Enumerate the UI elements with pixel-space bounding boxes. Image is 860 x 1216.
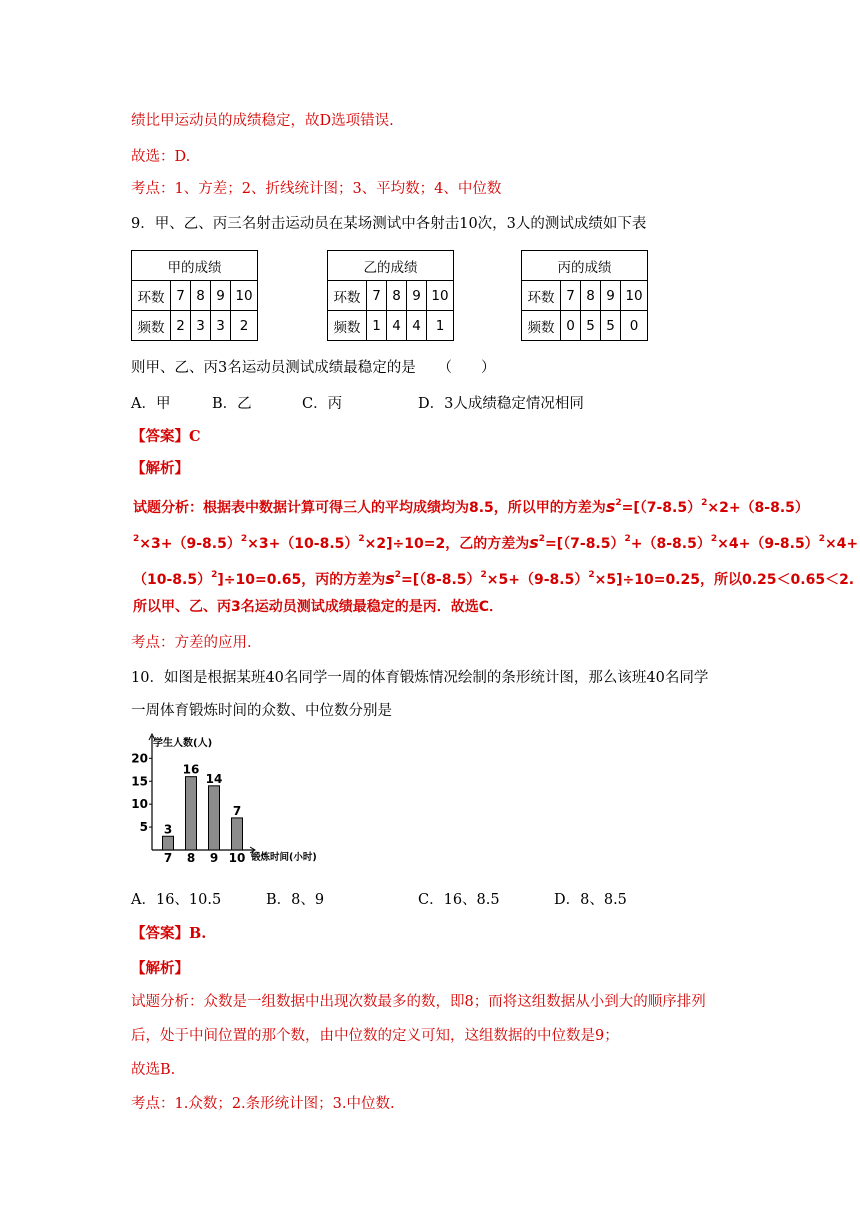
- text: 试题分析：根据表中数据计算可得三人的平均成绩均为8.5，所以甲的方差为: [133, 500, 606, 516]
- cell: 8: [581, 281, 601, 311]
- x-axis-label: 锻炼时间(小时): [251, 852, 317, 863]
- cell: 3: [211, 311, 231, 341]
- option-c: C．16、8.5: [418, 892, 500, 908]
- answer-label: 【答案】C: [131, 428, 201, 445]
- text: 出现次数最多的数，即8；而将这组数据从小到大的顺序排列: [319, 994, 706, 1010]
- cell: 7: [367, 281, 387, 311]
- cell: 3: [191, 311, 211, 341]
- score-table-jia: [131, 250, 258, 341]
- cell: 9: [407, 281, 427, 311]
- superscript: 2: [624, 534, 631, 544]
- text-line: 故选：D.: [131, 149, 191, 165]
- exam-point: 考点：方差的应用.: [131, 635, 252, 651]
- question-10: 一周体育锻炼时间的众数、中位数分别是: [131, 703, 392, 719]
- row-label: 频数: [132, 311, 171, 341]
- data-label: 7: [232, 803, 242, 818]
- cell: 1: [367, 311, 387, 341]
- y-tick-label: 5: [139, 820, 148, 835]
- cell: 0: [621, 311, 648, 341]
- superscript: 2: [211, 570, 218, 580]
- text: =[（8-8.5）: [401, 572, 481, 588]
- superscript: 2: [394, 570, 402, 580]
- cell: 10: [621, 281, 648, 311]
- cell: 7: [561, 281, 581, 311]
- text: ×3+（9-8.5）: [139, 536, 241, 552]
- explanation-line: 所以甲、乙、丙3名运动员测试成绩最稳定的是丙．故选C．: [133, 599, 504, 615]
- y-tick-label: 10: [131, 797, 148, 812]
- superscript: 2: [615, 498, 622, 508]
- option-b: B．8、9: [266, 892, 325, 908]
- explanation-line: [133, 494, 809, 517]
- answer-label: 【答案】B.: [131, 925, 207, 942]
- text: 试题分析：众数是一组数据中: [131, 994, 320, 1010]
- bar: [186, 777, 197, 850]
- row-label: 频数: [522, 311, 561, 341]
- cell: 2: [231, 311, 258, 341]
- x-tick-label: 8: [186, 851, 196, 865]
- math-s: s: [529, 533, 539, 552]
- option-d: D．8、8.5: [554, 892, 627, 908]
- text-line: 绩比甲运动员的成绩稳定，故D选项错误.: [131, 113, 394, 129]
- text: +（8-8.5）: [630, 536, 711, 552]
- y-tick-label: 15: [131, 774, 148, 789]
- text-line: 考点：1、方差；2、折线统计图；3、平均数；4、中位数: [131, 181, 502, 197]
- explanation-line: [131, 993, 706, 1011]
- question-9-ask: 则甲、乙、丙3名运动员测试成绩最稳定的是 （ ）: [131, 360, 496, 376]
- score-table-bing: [521, 250, 648, 341]
- cell: 5: [581, 311, 601, 341]
- text: ]÷10=0.65，丙的方差为: [217, 572, 386, 588]
- cell: 4: [387, 311, 407, 341]
- option-b: B．乙: [212, 396, 252, 412]
- data-label: 3: [163, 822, 173, 837]
- cell: 5: [601, 311, 621, 341]
- option-d: D．3人成绩稳定情况相同: [418, 396, 584, 412]
- score-table-yi: [327, 250, 454, 341]
- math-s: s: [385, 569, 395, 588]
- text: ×2+（8-8.5）: [707, 500, 809, 516]
- table-title: 乙的成绩: [328, 251, 454, 281]
- data-label: 16: [182, 762, 200, 777]
- row-label: 环数: [328, 281, 367, 311]
- cell: 9: [601, 281, 621, 311]
- superscript: 2: [701, 498, 708, 508]
- text: ×4+（9-8.5）: [717, 536, 819, 552]
- superscript: 2: [133, 534, 140, 544]
- cell: 2: [171, 311, 191, 341]
- table-title: 丙的成绩: [522, 251, 648, 281]
- superscript: 2: [240, 534, 248, 544]
- explanation-line: [133, 530, 858, 553]
- explanation-line: 后，处于中间位置的那个数，由中位数的定义可知，这组数据的中位数是9；: [131, 1028, 619, 1044]
- cell: 4: [407, 311, 427, 341]
- x-tick-label: 7: [163, 851, 173, 865]
- row-label: 环数: [522, 281, 561, 311]
- text: =[（7-8.5）: [545, 536, 625, 552]
- cell: 9: [211, 281, 231, 311]
- x-tick-label: 10: [228, 851, 246, 865]
- cell: 8: [191, 281, 211, 311]
- text: （10-8.5）: [133, 572, 212, 588]
- y-tick-label: 20: [131, 751, 148, 766]
- x-tick-label: 9: [209, 851, 219, 865]
- bar: [209, 786, 220, 850]
- exam-point: 考点：1.众数；2.条形统计图；3.中位数.: [131, 1096, 395, 1112]
- text: ×4+: [824, 536, 859, 552]
- analysis-label: 【解析】: [131, 460, 189, 477]
- bar: [232, 818, 243, 850]
- question-9: 9．甲、乙、丙三名射击运动员在某场测试中各射击10次，3人的测试成绩如下表: [131, 216, 647, 232]
- explanation-line: 故选B.: [131, 1062, 176, 1078]
- table-title: 甲的成绩: [132, 251, 258, 281]
- cell: 8: [387, 281, 407, 311]
- math-s: s: [605, 497, 616, 516]
- superscript: 2: [588, 570, 595, 580]
- text: ×5+（9-8.5）: [486, 572, 589, 588]
- cell: 7: [171, 281, 191, 311]
- text: ×5]÷10=0.25，所以0.25＜0.65＜2.: [594, 572, 855, 588]
- question-10: 10．如图是根据某班40名同学一周的体育锻炼情况绘制的条形统计图，那么该班40名同学: [131, 670, 709, 686]
- data-label: 14: [205, 771, 223, 786]
- superscript: 2: [710, 534, 718, 544]
- text: ×3+（10-8.5）: [247, 536, 359, 552]
- y-axis-label: 学生人数(人): [153, 738, 213, 749]
- text: =[（7-8.5）: [621, 500, 702, 516]
- option-a: A．16、10.5: [131, 892, 222, 908]
- superscript: 2: [480, 570, 487, 580]
- row-label: 环数: [132, 281, 171, 311]
- bar-chart: [125, 725, 340, 875]
- option-c: C．丙: [302, 396, 343, 412]
- superscript: 2: [818, 534, 825, 544]
- bar: [163, 836, 174, 850]
- analysis-label: 【解析】: [131, 960, 189, 977]
- text: ×2]÷10=2，乙的方差为: [364, 536, 530, 552]
- cell: 10: [427, 281, 454, 311]
- cell: 1: [427, 311, 454, 341]
- row-label: 频数: [328, 311, 367, 341]
- superscript: 2: [358, 534, 365, 544]
- explanation-line: [133, 566, 854, 589]
- cell: 0: [561, 311, 581, 341]
- cell: 10: [231, 281, 258, 311]
- superscript: 2: [538, 534, 546, 544]
- option-a: A．甲: [131, 396, 171, 412]
